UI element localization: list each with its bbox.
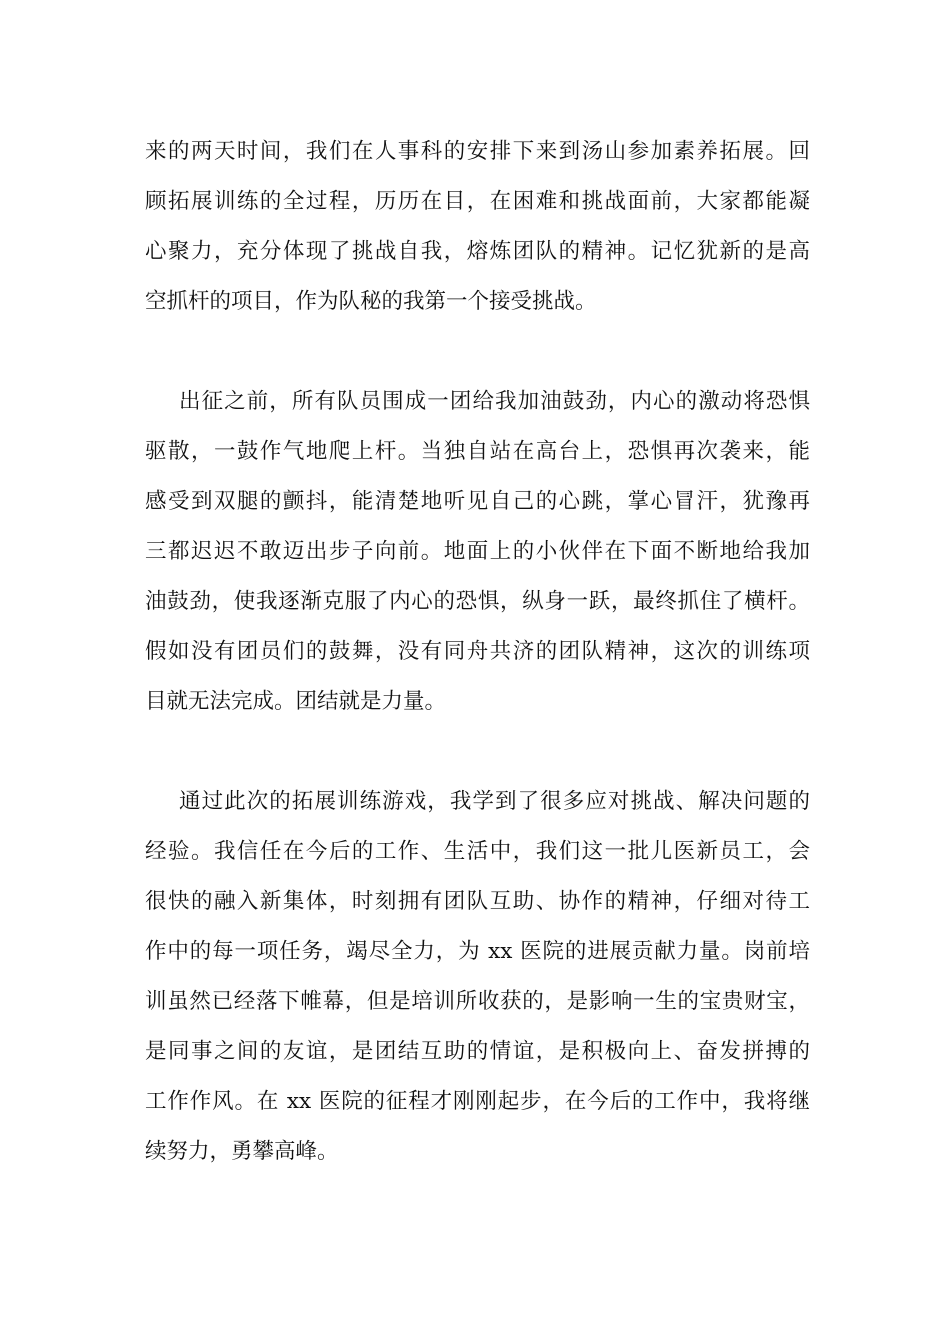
paragraph-1 bbox=[145, 127, 810, 327]
paragraph-line: 训虽然已经落下帷幕，但是培训所收获的，是影响一生的宝贵财宝， bbox=[145, 989, 810, 1014]
paragraph-line: 经验。我信任在今后的工作、生活中，我们这一批儿医新员工，会 bbox=[145, 839, 810, 864]
paragraph-3 bbox=[145, 777, 810, 1177]
paragraph-line: 顾拓展训练的全过程，历历在目，在困难和挑战面前，大家都能凝 bbox=[145, 189, 810, 214]
paragraph-line: 空抓杆的项目，作为队秘的我第一个接受挑战。 bbox=[145, 289, 597, 314]
paragraph-line: 很快的融入新集体，时刻拥有团队互助、协作的精神，仔细对待工 bbox=[145, 889, 810, 914]
paragraph-line: 通过此次的拓展训练游戏，我学到了很多应对挑战、解决问题的 bbox=[179, 789, 810, 814]
paragraph-line: 来的两天时间，我们在人事科的安排下来到汤山参加素养拓展。回 bbox=[145, 139, 810, 164]
paragraph-line: 油鼓劲，使我逐渐克服了内心的恐惧，纵身一跃，最终抓住了横杆。 bbox=[145, 589, 810, 614]
paragraph-gap bbox=[145, 727, 810, 777]
paragraph-line: 是同事之间的友谊，是团结互助的情谊，是积极向上、奋发拼搏的 bbox=[145, 1039, 810, 1064]
paragraph-line: 作中的每一项任务，竭尽全力，为 xx 医院的进展贡献力量。岗前培 bbox=[145, 939, 810, 964]
paragraph-line: 出征之前，所有队员围成一团给我加油鼓劲，内心的激动将恐惧 bbox=[179, 389, 810, 414]
paragraph-2 bbox=[145, 377, 810, 727]
paragraph-line: 感受到双腿的颤抖，能清楚地听见自己的心跳，掌心冒汗，犹豫再 bbox=[145, 489, 810, 514]
paragraph-line: 续努力，勇攀高峰。 bbox=[145, 1139, 339, 1164]
paragraph-line: 假如没有团员们的鼓舞，没有同舟共济的团队精神，这次的训练项 bbox=[145, 639, 810, 664]
paragraph-line: 三都迟迟不敢迈出步子向前。地面上的小伙伴在下面不断地给我加 bbox=[145, 539, 810, 564]
paragraph-line: 目就无法完成。团结就是力量。 bbox=[145, 689, 447, 714]
paragraph-gap bbox=[145, 327, 810, 377]
paragraph-line: 工作作风。在 xx 医院的征程才刚刚起步，在今后的工作中，我将继 bbox=[145, 1089, 810, 1114]
document-body bbox=[145, 127, 810, 1177]
paragraph-line: 驱散，一鼓作气地爬上杆。当独自站在高台上，恐惧再次袭来，能 bbox=[145, 439, 810, 464]
paragraph-line: 心聚力，充分体现了挑战自我，熔炼团队的精神。记忆犹新的是高 bbox=[145, 239, 810, 264]
